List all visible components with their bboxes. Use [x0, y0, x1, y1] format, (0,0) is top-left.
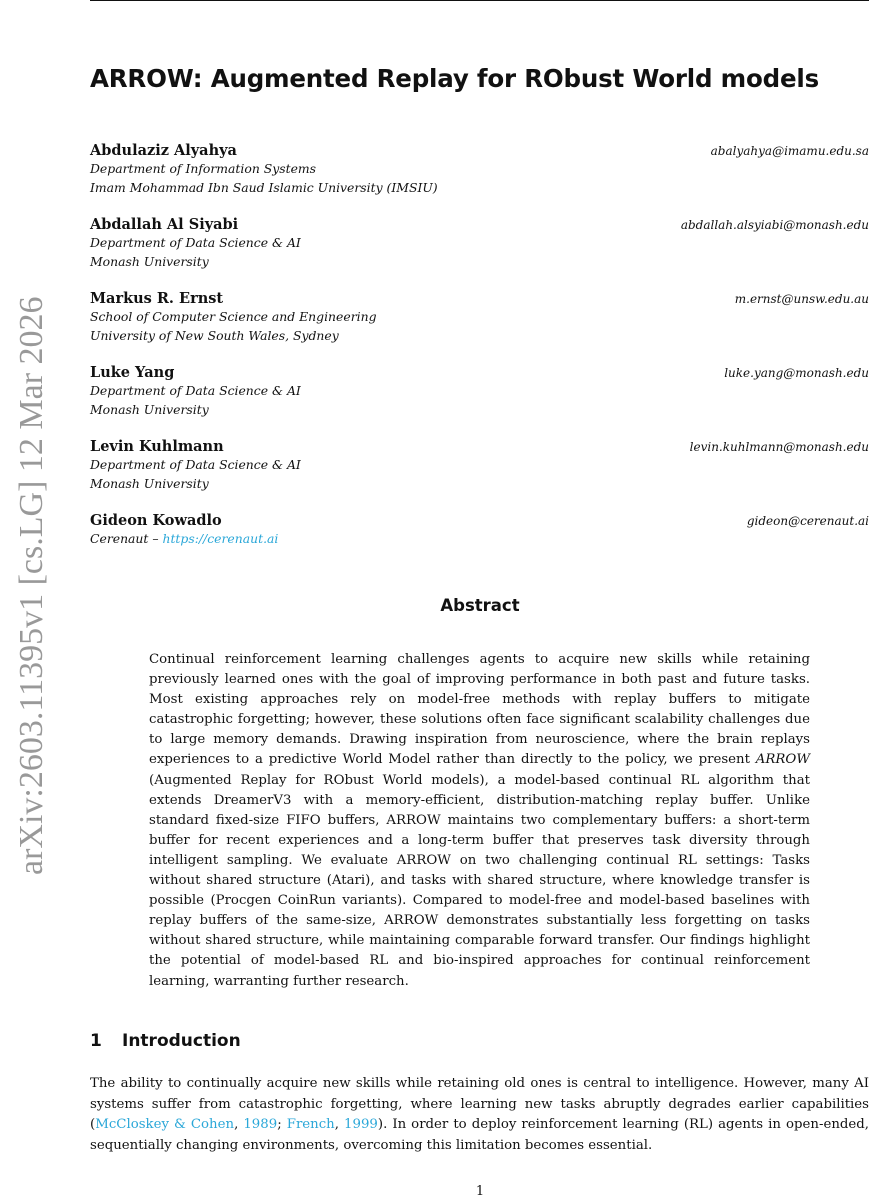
- author-name: Luke Yang: [90, 364, 175, 381]
- section-number: 1: [90, 1031, 102, 1051]
- author-email[interactable]: luke.yang@monash.edu: [724, 366, 869, 380]
- author-block: [90, 512, 869, 549]
- author-affiliation: Department of Data Science & AI: [90, 235, 301, 250]
- author-block: [90, 438, 869, 493]
- citation-link[interactable]: French: [286, 1117, 335, 1132]
- paper-title: ARROW: Augmented Replay for RObust World models: [90, 64, 819, 93]
- author-institution: Monash University: [90, 401, 209, 417]
- author-name: Abdallah Al Siyabi: [90, 216, 239, 233]
- abstract-emphasis: ARROW: [755, 752, 810, 768]
- paragraph-text: The ability to continually acquire new skills while retaining old ones is central to intelligence. However, many AI systems suffer from catastrophic forgetting, where learning new tasks abruptly degrades earlier capabilities (: [90, 1076, 869, 1132]
- author-affiliation: [90, 530, 869, 549]
- author-institution: Monash University: [90, 475, 209, 491]
- author-email[interactable]: levin.kuhlmann@monash.edu: [689, 440, 869, 454]
- author-institution: Imam Mohammad Ibn Saud Islamic University (IMSIU): [90, 179, 438, 195]
- abstract-heading: Abstract: [440, 596, 520, 615]
- author-affiliation: Department of Data Science & AI: [90, 457, 301, 472]
- author-institution: Monash University: [90, 253, 209, 269]
- author-institution: University of New South Wales, Sydney: [90, 327, 339, 343]
- arxiv-identifier: arXiv:2603.11395v1 [cs.LG] 12 Mar 2026: [13, 296, 50, 875]
- author-name: Abdulaziz Alyahya: [90, 142, 237, 159]
- abstract-text: (Augmented Replay for RObust World models), a model-based continual RL algorithm that extends DreamerV3 with a memory-efficient, distribution-matching replay buffer. Unlike standard fixed-size FIFO buffers, ARROW maintains two complementary buffers: a short-term buffer for recent experiences and a long-term buffer that preserves task diversity through intelligent sampling. We evaluate ARROW on two challenging continual RL settings: Tasks without shared structure (Atari), and tasks with shared structure, where knowledge transfer is possible (Procgen CoinRun variants). Compared to model-free and model-based baselines with replay buffers of the same-size, ARROW demonstrates substantially less forgetting on tasks without shared structure, while maintaining comparable forward transfer. Our findings highlight the potential of model-based RL and bio-inspired approaches for continual reinforcement learning, warranting further research.: [149, 772, 810, 989]
- citation-separator: ;: [277, 1117, 287, 1132]
- affiliation-link[interactable]: https://cerenaut.ai: [162, 531, 279, 546]
- citation-year-link[interactable]: 1999: [344, 1117, 378, 1132]
- page-number: 1: [475, 1184, 485, 1199]
- author-block: [90, 216, 869, 271]
- citation-separator: ,: [334, 1117, 345, 1132]
- author-block: [90, 142, 869, 197]
- section-title: Introduction: [122, 1031, 241, 1051]
- author-name: Levin Kuhlmann: [90, 438, 224, 455]
- introduction-paragraph: [90, 1074, 869, 1156]
- citation-link[interactable]: McCloskey & Cohen: [95, 1117, 235, 1132]
- citation-separator: ,: [234, 1117, 244, 1132]
- section-heading: [90, 1031, 590, 1051]
- author-name: Markus R. Ernst: [90, 290, 224, 307]
- author-email[interactable]: m.ernst@unsw.edu.au: [734, 292, 869, 306]
- author-affiliation: Department of Information Systems: [90, 161, 317, 176]
- citation-year-link[interactable]: 1989: [243, 1117, 278, 1132]
- author-email[interactable]: abalyahya@imamu.edu.sa: [710, 144, 869, 158]
- author-affiliation: School of Computer Science and Engineering: [90, 309, 377, 324]
- top-rule: [90, 0, 869, 1]
- author-affiliation-text: Cerenaut –: [90, 531, 163, 546]
- author-name: Gideon Kowadlo: [90, 512, 222, 529]
- paragraph-text: ). In order to deploy reinforcement learning (RL) agents in open-ended, sequentially changing environments, overcoming this limitation becomes essential.: [90, 1117, 869, 1153]
- author-affiliation: Department of Data Science & AI: [90, 383, 301, 398]
- author-block: [90, 364, 869, 419]
- abstract-body: [149, 650, 810, 992]
- author-email[interactable]: gideon@cerenaut.ai: [746, 514, 869, 528]
- author-block: [90, 290, 869, 345]
- abstract-text: Continual reinforcement learning challenges agents to acquire new skills while retaining previously learned ones with the goal of improving performance in both past and future tasks. Most existing approaches rely on model-free methods with replay buffers to mitigate catastrophic forgetting; however, these solutions often face significant scalability challenges due to large memory demands. Drawing inspiration from neuroscience, where the brain replays experiences to a predictive World Model rather than directly to the policy, we present: [149, 652, 810, 768]
- author-email[interactable]: abdallah.alsyiabi@monash.edu: [680, 218, 869, 232]
